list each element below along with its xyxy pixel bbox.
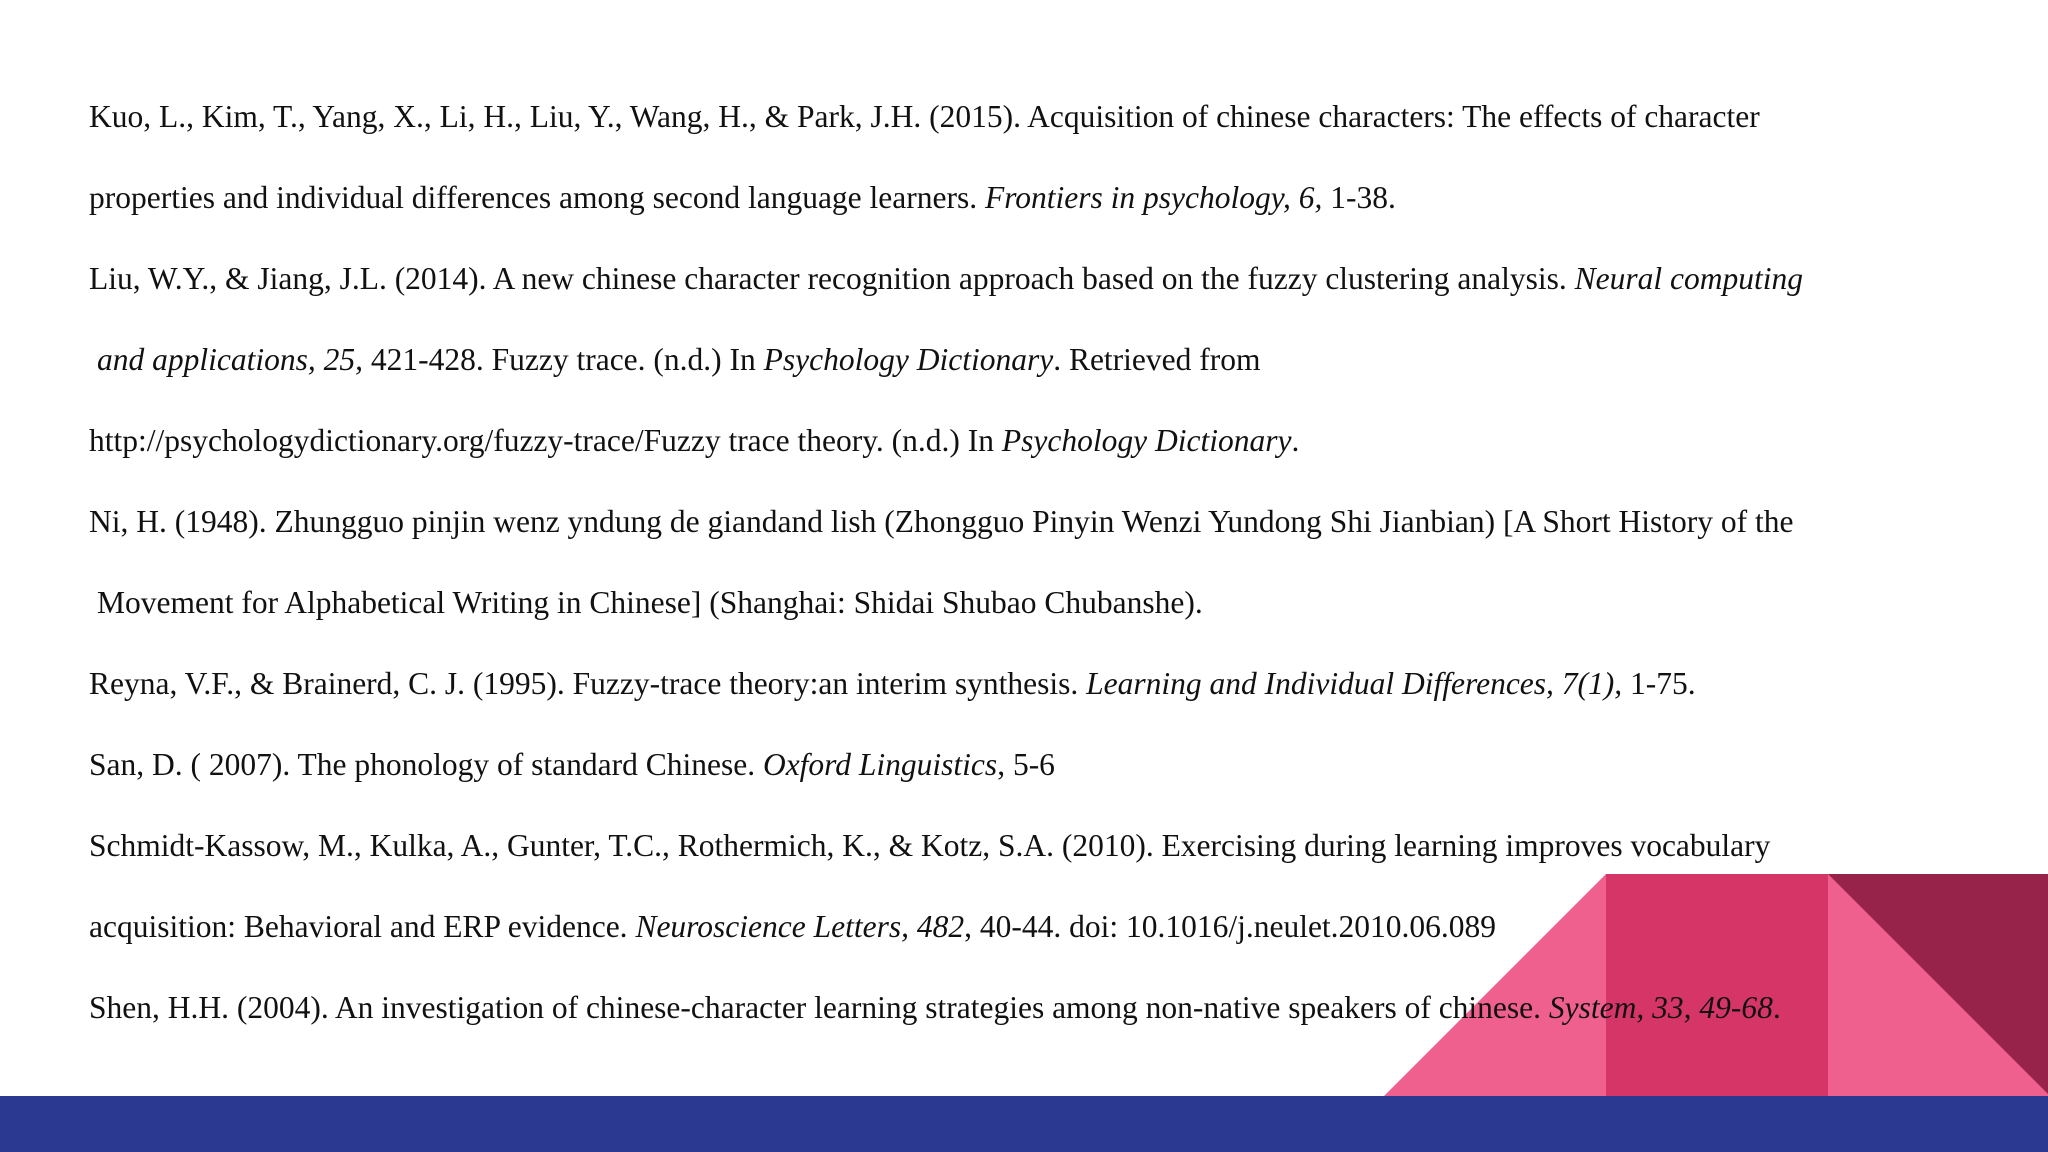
footer-bar [0,1096,2048,1152]
reference-shen-2004 [89,967,2009,1048]
reference-line: properties and individual differences among second language learners. Frontiers in psychology, 6, 1-38. [89,180,1396,215]
reference-line: Reyna, V.F., & Brainerd, C. J. (1995). Fuzzy-trace theory:an interim synthesis. Learning and Individual Differences, 7(1), 1-75. [89,666,1696,701]
reference-san-2007 [89,724,2009,805]
reference-reyna-1995 [89,643,2009,724]
reference-line: and applications, 25, 421-428. Fuzzy trace. (n.d.) In Psychology Dictionary. Retrieved from [97,342,1261,377]
reference-line: Schmidt-Kassow, M., Kulka, A., Gunter, T.C., Rothermich, K., & Kotz, S.A. (2010). Exercising during learning improves vocabulary [89,828,1771,863]
reference-line: Shen, H.H. (2004). An investigation of chinese-character learning strategies among non-native speakers of chinese. System, 33, 49-68. [89,990,1781,1025]
reference-line: Kuo, L., Kim, T., Yang, X., Li, H., Liu, Y., Wang, H., & Park, J.H. (2015). Acquisition of chinese characters: The effects of character [89,99,1760,134]
reference-kuo-2015 [89,76,2009,238]
reference-line: http://psychologydictionary.org/fuzzy-trace/Fuzzy trace theory. (n.d.) In Psychology Dictionary. [89,423,1300,458]
reference-ni-1948 [89,481,2009,643]
reference-line: San, D. ( 2007). The phonology of standard Chinese. Oxford Linguistics, 5-6 [89,747,1055,782]
reference-schmidt-kassow-2010 [89,805,2009,967]
reference-list [89,76,2009,1048]
reference-line: Liu, W.Y., & Jiang, J.L. (2014). A new chinese character recognition approach based on the fuzzy clustering analysis. Neural computing [89,261,1804,296]
reference-line: Movement for Alphabetical Writing in Chinese] (Shanghai: Shidai Shubao Chubanshe). [97,585,1203,620]
reference-line: Ni, H. (1948). Zhungguo pinjin wenz yndung de giandand lish (Zhongguo Pinyin Wenzi Yundong Shi Jianbian) [A Short History of the [89,504,1794,539]
reference-line: acquisition: Behavioral and ERP evidence. Neuroscience Letters, 482, 40-44. doi: 10.1016/j.neulet.2010.06.089 [89,909,1497,944]
reference-liu-2014 [89,238,2009,481]
